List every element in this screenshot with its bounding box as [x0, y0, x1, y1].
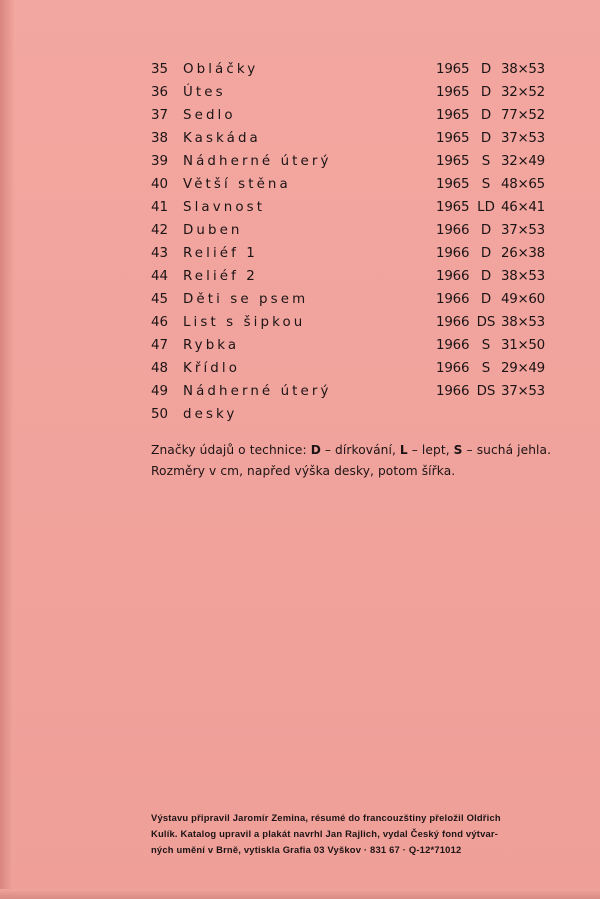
work-technique: DS: [476, 315, 496, 330]
work-dimensions: 48×65: [501, 177, 545, 192]
work-dimensions: 26×38: [501, 246, 545, 261]
work-title: Nádherné úterý: [183, 154, 332, 169]
work-year: 1966: [436, 384, 470, 399]
work-row: [0, 242, 600, 265]
work-row: [0, 357, 600, 380]
publication-credits: [151, 810, 546, 858]
work-row: [0, 219, 600, 242]
work-number: 50: [151, 407, 169, 422]
work-number: 49: [151, 384, 169, 399]
work-technique: LD: [477, 200, 495, 215]
work-row: [0, 104, 600, 127]
work-year: 1966: [436, 292, 470, 307]
work-number: 39: [151, 154, 169, 169]
technique-prefix: Značky údajů o technice:: [151, 443, 311, 457]
code-d: D: [310, 443, 321, 457]
work-year: 1965: [436, 85, 470, 100]
work-title: Kaskáda: [183, 131, 261, 146]
work-number: 46: [151, 315, 169, 330]
technique-notes: [151, 440, 551, 482]
work-title: Rybka: [183, 338, 240, 353]
work-number: 43: [151, 246, 169, 261]
work-dimensions: 38×53: [501, 315, 545, 330]
work-number: 40: [151, 177, 169, 192]
works-list: [0, 58, 600, 426]
work-technique: D: [480, 269, 492, 284]
work-title: Křídlo: [183, 361, 241, 376]
work-year: 1965: [436, 108, 470, 123]
work-technique: DS: [476, 384, 496, 399]
work-number: 48: [151, 361, 169, 376]
work-row: [0, 58, 600, 81]
work-row: [0, 380, 600, 403]
work-technique: S: [481, 361, 491, 376]
work-row: [0, 288, 600, 311]
work-title: Útes: [183, 85, 226, 100]
work-technique: D: [480, 223, 492, 238]
work-row: [0, 265, 600, 288]
work-title: Nádherné úterý: [183, 384, 332, 399]
work-title: desky: [183, 407, 238, 422]
work-number: 45: [151, 292, 169, 307]
work-title: Slavnost: [183, 200, 266, 215]
technique-legend: [151, 440, 551, 461]
work-year: 1966: [436, 361, 470, 376]
work-year: 1965: [436, 177, 470, 192]
work-dimensions: 37×53: [501, 131, 545, 146]
work-year: 1966: [436, 223, 470, 238]
work-title: Reliéf 2: [183, 269, 258, 284]
work-year: 1965: [436, 62, 470, 77]
work-title: Duben: [183, 223, 243, 238]
work-title: Děti se psem: [183, 292, 309, 307]
work-number: 44: [151, 269, 169, 284]
work-row: [0, 196, 600, 219]
page-bottom-edge: [0, 889, 600, 899]
credits-line-2: Kulík. Katalog upravil a plakát navrhl Jan Rajlich, vydal Český fond výtvar-: [151, 828, 499, 839]
work-dimensions: 32×49: [501, 154, 545, 169]
work-row: [0, 403, 600, 426]
credits-line-3: ných umění v Brně, vytiskla Grafia 03 Vyškov · 831 67 · Q-12*71012: [151, 844, 462, 855]
dimensions-note: Rozměry v cm, napřed výška desky, potom šířka.: [151, 464, 456, 478]
work-title: Sedlo: [183, 108, 236, 123]
work-row: [0, 173, 600, 196]
work-row: [0, 81, 600, 104]
work-year: 1966: [436, 338, 470, 353]
work-title: List s šipkou: [183, 315, 306, 330]
work-dimensions: 49×60: [501, 292, 545, 307]
code-l-text: – lept,: [407, 443, 454, 457]
work-number: 35: [151, 62, 169, 77]
work-number: 47: [151, 338, 169, 353]
work-technique: D: [480, 85, 492, 100]
work-dimensions: 77×52: [501, 108, 545, 123]
work-year: 1965: [436, 154, 470, 169]
work-title: Větší stěna: [183, 177, 291, 192]
work-row: [0, 150, 600, 173]
work-number: 38: [151, 131, 169, 146]
code-s-text: – suchá jehla.: [462, 443, 552, 457]
work-technique: D: [480, 62, 492, 77]
work-year: 1965: [436, 131, 470, 146]
work-dimensions: 32×52: [501, 85, 545, 100]
code-l: L: [399, 443, 408, 457]
work-dimensions: 46×41: [501, 200, 545, 215]
work-technique: D: [480, 246, 492, 261]
work-technique: D: [480, 108, 492, 123]
work-dimensions: 37×53: [501, 223, 545, 238]
work-row: [0, 334, 600, 357]
work-technique: D: [480, 292, 492, 307]
work-number: 36: [151, 85, 169, 100]
work-row: [0, 127, 600, 150]
credits-line-1: Výstavu připravil Jaromír Zemina, résumé do francouzštiny přeložil Oldřich: [151, 812, 501, 823]
work-dimensions: 37×53: [501, 384, 545, 399]
work-title: Reliéf 1: [183, 246, 258, 261]
work-title: Obláčky: [183, 62, 259, 77]
work-number: 41: [151, 200, 169, 215]
work-year: 1966: [436, 269, 470, 284]
work-year: 1966: [436, 315, 470, 330]
work-dimensions: 38×53: [501, 269, 545, 284]
work-number: 42: [151, 223, 169, 238]
work-dimensions: 31×50: [501, 338, 545, 353]
code-d-text: – dírkování,: [320, 443, 400, 457]
work-year: 1965: [436, 200, 470, 215]
work-row: [0, 311, 600, 334]
work-technique: S: [481, 338, 491, 353]
work-technique: S: [481, 154, 491, 169]
work-number: 37: [151, 108, 169, 123]
work-year: 1966: [436, 246, 470, 261]
code-s: S: [453, 443, 463, 457]
work-dimensions: 29×49: [501, 361, 545, 376]
work-technique: D: [480, 131, 492, 146]
work-technique: S: [481, 177, 491, 192]
work-dimensions: 38×53: [501, 62, 545, 77]
